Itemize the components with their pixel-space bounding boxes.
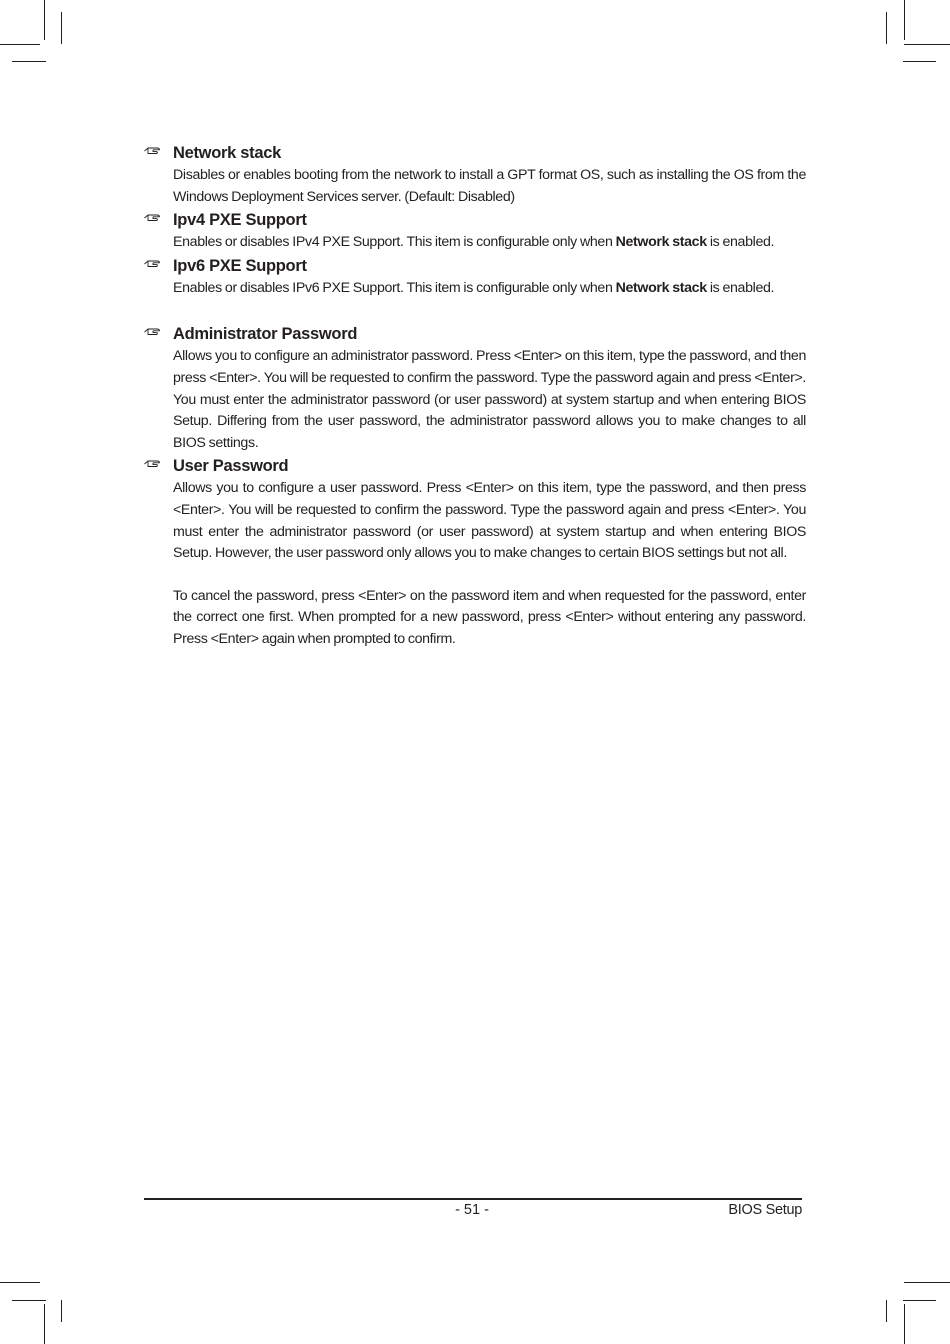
pointing-hand-icon (144, 213, 160, 223)
setting-description (173, 278, 806, 300)
description-text: is enabled. (706, 234, 775, 251)
setting-description: Allows you to configure an administrator password. Press <Enter> on this item, type the password, and then press <Enter>. You will be requested to confirm the password. Type the password again and press <Enter>. You must enter the administrator password (or user password) at system startup and when entering BIOS Setup. Differing from the user password, the administrator password allows you to make changes to all BIOS settings. (173, 348, 806, 451)
description-text: is enabled. (706, 279, 775, 296)
setting-description: Disables or enables booting from the network to install a GPT format OS, such as installing the OS from the Windows Deployment Services server. (Default: Disabled) (173, 167, 806, 205)
password-cancel-note: To cancel the password, press <Enter> on the password item and when requested for the password, enter the correct one first. When prompted for a new password, press <Enter> without entering any password. Press <Enter> again when prompted to confirm. (173, 587, 806, 647)
description-emphasis: Network stack (615, 234, 707, 251)
setting-item-ipv4-pxe-support (140, 208, 806, 254)
description-text: Enables or disables IPv4 PXE Support. This item is configurable only when (173, 234, 616, 251)
setting-item-administrator-password (140, 322, 806, 454)
description-text: Enables or disables IPv6 PXE Support. This item is configurable only when (173, 279, 616, 296)
setting-description: Allows you to configure a user password. Press <Enter> on this item, type the password, and then press <Enter>. You will be requested to confirm the password. Type the password again and press <Enter>. You must enter the administrator password (or user password) at system startup and when entering BIOS Setup. However, the user password only allows you to make changes to certain BIOS settings but not all. (173, 480, 806, 562)
setting-item-user-password (140, 454, 806, 650)
setting-item-ipv6-pxe-support (140, 254, 806, 300)
description-emphasis: Network stack (615, 279, 707, 296)
pointing-hand-icon (144, 259, 160, 269)
pointing-hand-icon (144, 459, 160, 469)
setting-title: Administrator Password (173, 325, 358, 344)
bios-settings-content (140, 141, 806, 651)
setting-title: Ipv6 PXE Support (173, 256, 307, 275)
pointing-hand-icon (144, 327, 160, 337)
footer-section-name: BIOS Setup (728, 1202, 802, 1218)
setting-item-network-stack (140, 141, 806, 208)
setting-description (173, 232, 806, 254)
setting-title: User Password (173, 457, 289, 476)
page-number: - 51 - (455, 1202, 489, 1218)
setting-title: Ipv4 PXE Support (173, 211, 307, 230)
setting-title: Network stack (173, 144, 281, 162)
pointing-hand-icon (144, 146, 160, 156)
